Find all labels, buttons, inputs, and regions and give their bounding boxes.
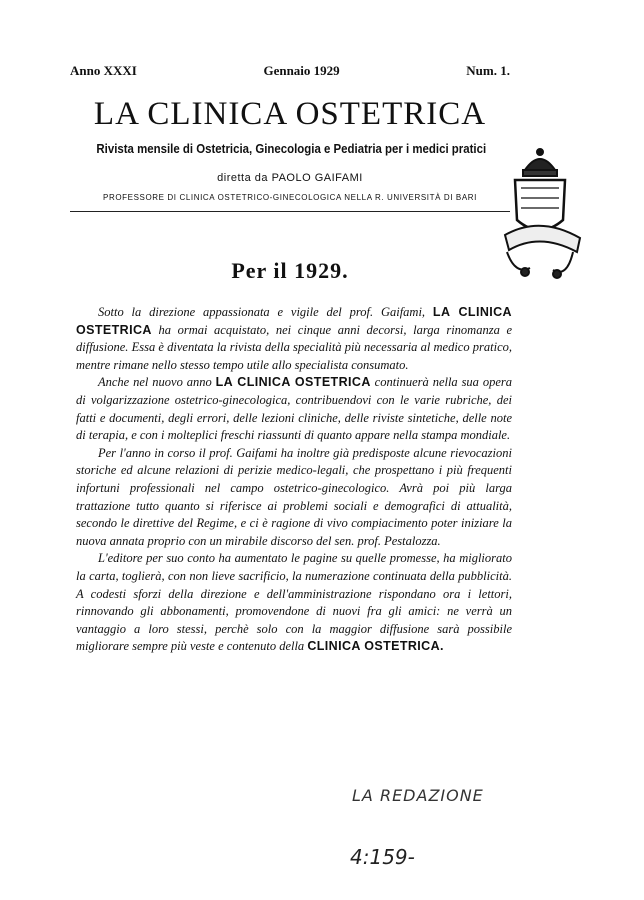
journal-subtitle: Rivista mensile di Ostetricia, Ginecologia e Pediatria per i medici pratici	[96, 141, 487, 156]
journal-name-inline: CLINICA OSTETRICA.	[307, 639, 444, 654]
issue-date: Gennaio 1929	[263, 63, 340, 78]
article-headline: Per il 1929.	[231, 258, 349, 283]
journal-title: LA CLINICA OSTETRICA	[93, 96, 487, 132]
paragraph-text: continuerà nella sua opera di volgarizzazione ostetrico-ginecologica, contribuendovi con le varie rubriche, dei fatti e documenti, degli errori, delle lezioni cliniche, delle riviste sintetiche, delle note di terapia, e con i molteplici freschi riassunti di quanto appare nella stampa mondiale.	[76, 375, 512, 443]
paragraph-text: ha ormai acquistato, nei cinque anni decorsi, larga rinomanza e diffusione. Essa è diventata la rivista della specialità più necessaria al medico pratico, mentre rimane nello stesso tempo utile allo specialista consumato.	[76, 322, 512, 372]
journal-name-inline: LA CLINICA OSTETRICA	[215, 375, 371, 390]
article-paragraph: Per l'anno in corso il prof. Gaifami ha inoltre già predisposte alcune rievocazioni storiche ed alcune relazioni di perizie medico-legali, che prospettano i più frequenti infortuni professionali nel campo ostetrico-ginecologico. Avrà poi più larga trattazione tutto quanto si riferisce ai problemi sociali e demografici di attualità, secondo le direttive del Regime, e ci è ragione di vivo compiacimento poter iniziare la nuova annata proprio con un mirabile discorso del sen. prof. Pestalozza.	[76, 445, 512, 548]
journal-name-inline: LA CLINICA OSTETRICA	[76, 305, 512, 337]
director-affiliation: PROFESSORE DI CLINICA OSTETRICO-GINECOLOGICA NELLA R. UNIVERSITÀ DI BARI	[103, 193, 477, 202]
article-paragraph	[76, 550, 512, 656]
issue-number: Num. 1.	[466, 63, 510, 78]
editorial-signature: LA REDAZIONE	[352, 786, 484, 805]
article-paragraph	[76, 374, 512, 444]
header-divider	[70, 211, 510, 212]
issue-year: Anno XXXI	[70, 63, 137, 78]
handwritten-inventory-number: 4:159-	[350, 845, 415, 869]
paragraph-text: L'editore per suo conto ha aumentato le pagine su quelle promesse, ha migliorato la carta, toglierà, con non lieve sacrificio, la numerazione continuata della pubblicità. A codesti sforzi della direzione e dell'amministrazione rispondano ora i lettori, rinnovando gli abbonamenti, promovendone di nuovi fra gli amici: ne verrà un vantaggio a loro stessi, perchè solo con la maggior diffusione sarà possibile migliorare sempre più veste e contenuto della	[76, 551, 512, 654]
journal-director: diretta da PAOLO GAIFAMI	[217, 172, 363, 184]
issue-line	[70, 63, 510, 79]
article-paragraph	[76, 304, 512, 374]
paragraph-text: Sotto la direzione appassionata e vigile del prof. Gaifami,	[98, 305, 426, 319]
paragraph-text: Anche nel nuovo anno	[98, 375, 212, 390]
article-body	[76, 304, 512, 656]
